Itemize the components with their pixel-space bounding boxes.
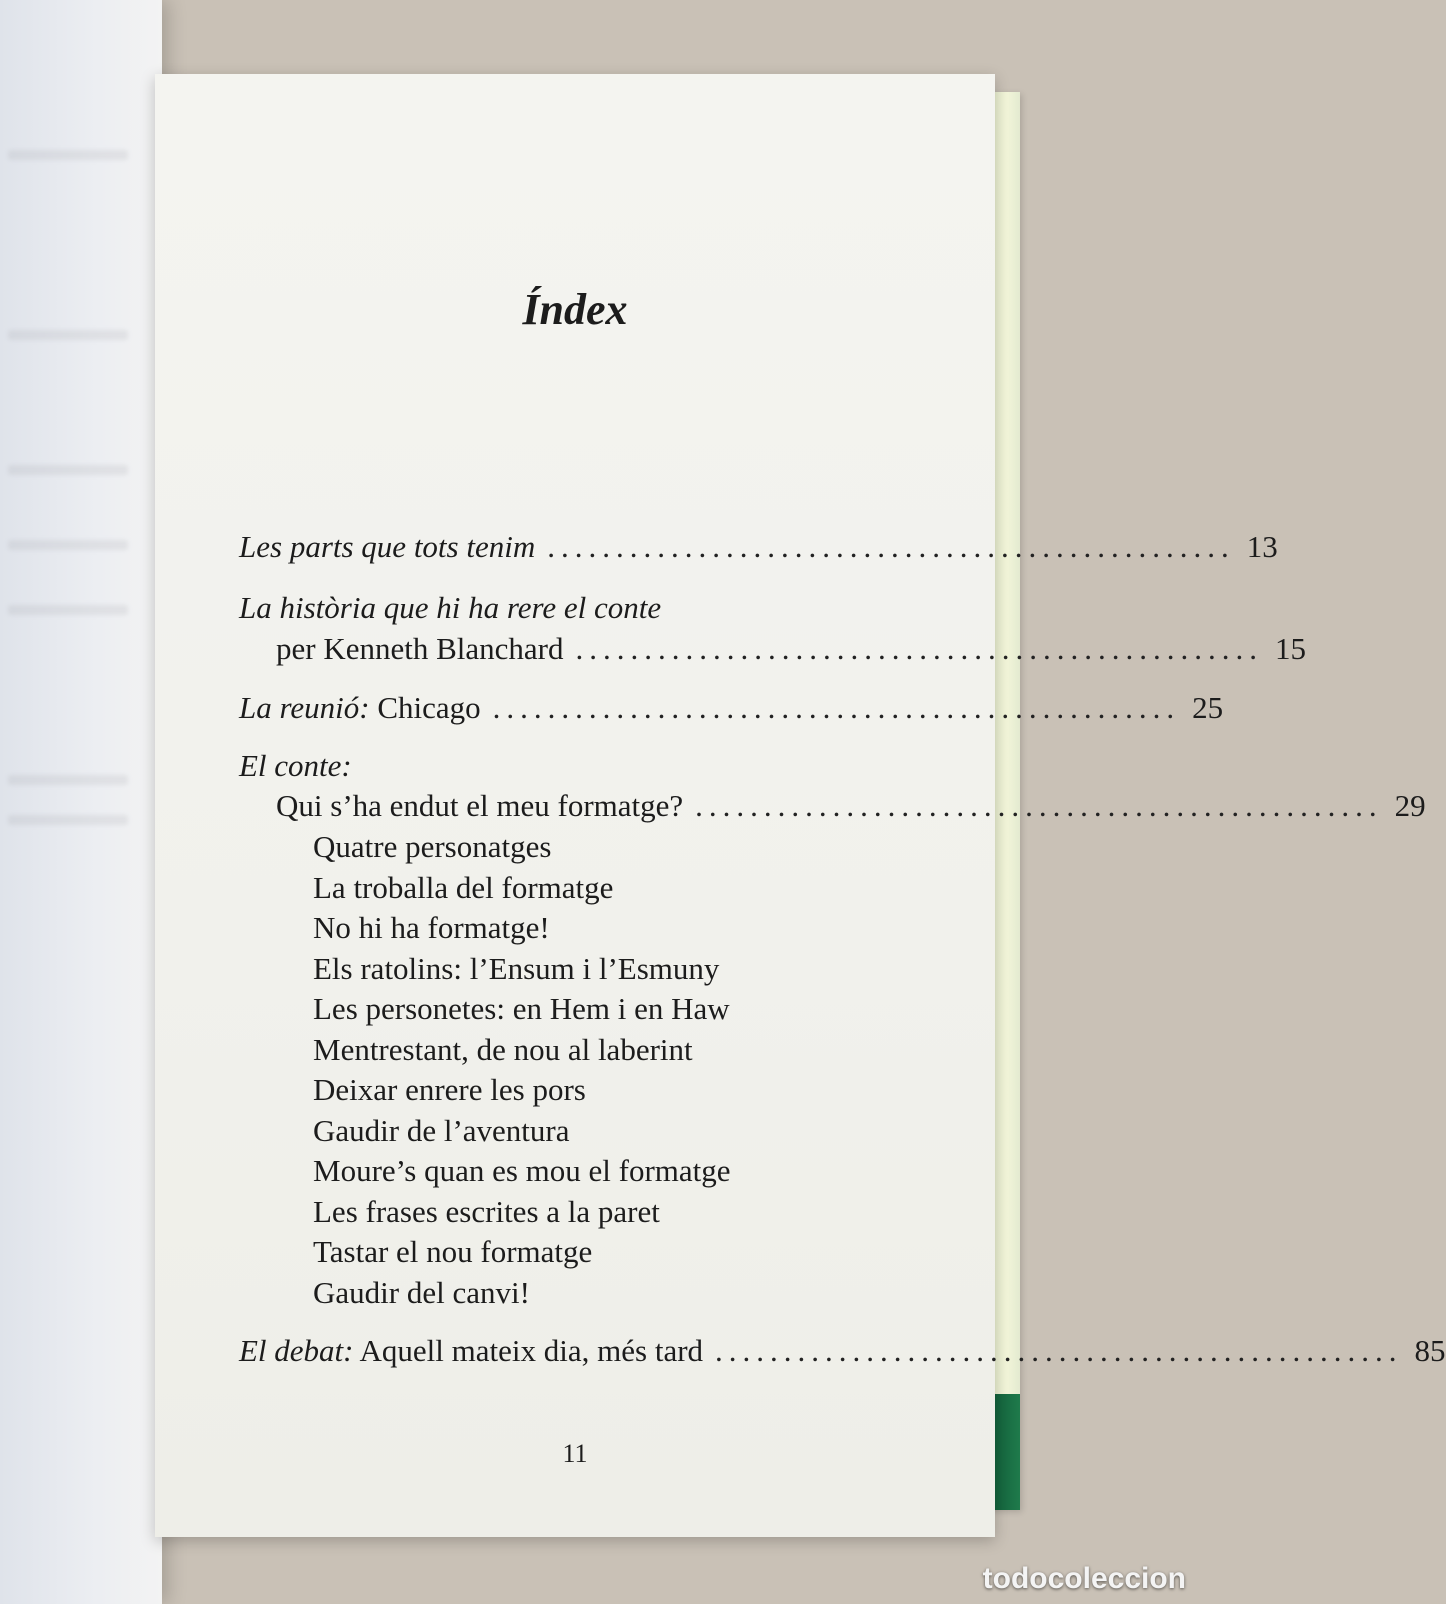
toc-entry-title: Qui s’ha endut el meu formatge? [276, 788, 684, 823]
toc-subsection: Els ratolins: l’Ensum i l’Esmuny [313, 951, 720, 986]
toc-entry [276, 788, 1426, 828]
toc-subsection: La troballa del formatge [313, 870, 614, 905]
toc-entry [239, 748, 959, 788]
leader-dots: .................................................. [492, 690, 1181, 725]
toc-subsection: No hi ha formatge! [313, 910, 550, 945]
book-page [155, 74, 1446, 1537]
toc-page-number: 25 [1192, 690, 1224, 725]
toc-page-number: 29 [1394, 788, 1426, 823]
faded-text [8, 605, 128, 615]
toc-entry-title: La història que hi ha rere el conte [239, 590, 662, 625]
toc-entry-label: El debat: [239, 1333, 354, 1368]
toc-entry-label: El conte: [239, 748, 352, 783]
toc-subsection: Mentrestant, de nou al laberint [313, 1032, 693, 1067]
toc-entry [239, 529, 1278, 569]
facing-page [0, 0, 162, 1604]
toc-page-number: 85 [1414, 1333, 1446, 1368]
toc-page-number: 13 [1246, 529, 1278, 564]
toc-subsection: Gaudir de l’aventura [313, 1113, 570, 1148]
page-number: 11 [562, 1439, 588, 1468]
toc-entry-title: Les parts que tots tenim [239, 529, 536, 564]
faded-text [8, 815, 128, 825]
faded-text [8, 330, 128, 340]
toc-subsection: Les frases escrites a la paret [313, 1194, 660, 1229]
faded-text [8, 775, 128, 785]
leader-dots: .................................................. [575, 631, 1263, 666]
toc-entry [239, 690, 1224, 730]
toc-subsection: Tastar el nou formatge [313, 1234, 593, 1269]
toc-entry-author: per Kenneth Blanchard [276, 631, 564, 666]
toc-subsection: Quatre personatges [313, 829, 552, 864]
toc-subsection: Moure’s quan es mou el formatge [313, 1153, 731, 1188]
toc-subsection: Gaudir del canvi! [313, 1275, 530, 1310]
toc-entry-label: La reunió: [239, 690, 370, 725]
toc-subsection: Deixar enrere les pors [313, 1072, 586, 1107]
page-title: Índex [522, 285, 628, 334]
watermark-logo: todocoleccion [982, 1562, 1186, 1595]
toc-entry [276, 631, 1306, 671]
toc-page-number: 15 [1275, 631, 1306, 666]
faded-text [8, 540, 128, 550]
toc-entry-title: Chicago [369, 690, 481, 725]
leader-dots: .................................................. [547, 529, 1235, 564]
toc-subsection: Les personetes: en Hem i en Haw [313, 991, 730, 1026]
faded-text [8, 465, 128, 475]
toc-entry [239, 590, 959, 630]
leader-dots: .................................................. [695, 788, 1383, 823]
toc-entry-title: Aquell mateix dia, més tard [353, 1333, 704, 1368]
toc-entry [239, 1333, 1446, 1373]
faded-text [8, 150, 128, 160]
leader-dots: .................................................. [715, 1333, 1403, 1368]
